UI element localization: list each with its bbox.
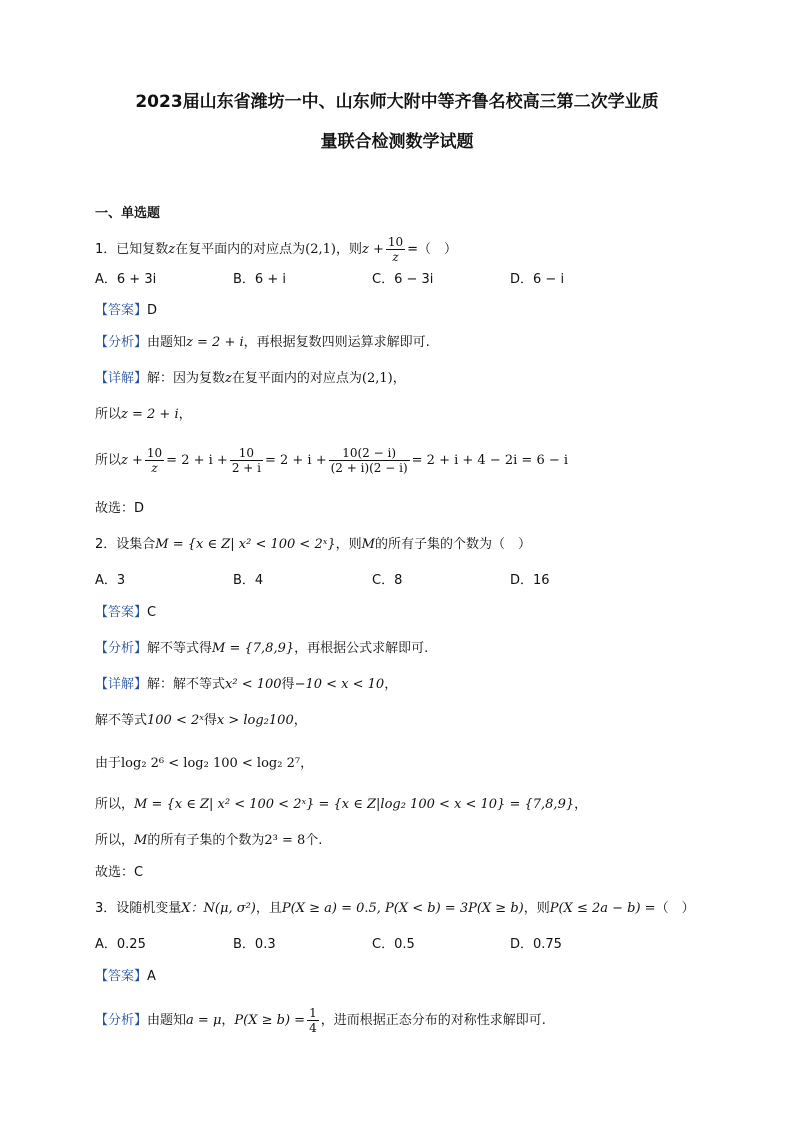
- q2-answer-value: C: [147, 605, 157, 620]
- q1-option-b: B．6 + i: [233, 272, 286, 287]
- q1-calc-pre: z +: [121, 453, 143, 468]
- q1-detail-point: (2,1): [361, 371, 393, 386]
- q2-stem: [95, 536, 734, 554]
- section-heading: 一、单选题: [95, 206, 161, 221]
- q1-detail-a: 解：因为复数: [147, 371, 226, 386]
- q1-analysis-a: 由题知: [147, 335, 187, 350]
- q3-option-d: D．0.75: [510, 937, 562, 952]
- q1-stem: [95, 235, 734, 264]
- q2-option-d: D．16: [510, 573, 550, 588]
- q2-l2-c: ，: [293, 713, 307, 728]
- q3-stem-a: 3．设随机变量: [95, 901, 182, 916]
- q2-l2-b: 得: [203, 713, 217, 728]
- q1-calc-f2-num: 10: [230, 446, 263, 461]
- q3-analysis-math2: P(X ≥ b) =: [234, 1013, 306, 1028]
- q1-calc-mid2: = 2 + i +: [264, 453, 327, 468]
- q2-l3-math: log₂ 2⁶ < log₂ 100 < log₂ 2⁷: [121, 756, 301, 771]
- q1-stem-end: =（ ）: [407, 242, 458, 257]
- q1-detail: [95, 370, 734, 388]
- q3-analysis-b: ，: [221, 1013, 235, 1028]
- q3-answer: [95, 968, 734, 986]
- q3-answer-value: A: [147, 969, 156, 984]
- q2-stem-a: 2．设集合: [95, 537, 156, 552]
- q3-stem-math2: P(X ≥ a) = 0.5, P(X < b) = 3P(X ≥ b): [281, 901, 524, 916]
- q2-choose: 故选：C: [95, 865, 144, 880]
- q2-option-a: A．3: [95, 573, 126, 588]
- q3-analysis-fraction: [307, 1006, 319, 1035]
- q2-l3-b: ，: [300, 756, 314, 771]
- q2-l3-a: 由于: [95, 756, 122, 771]
- q1-stem-point: (2,1): [305, 242, 336, 257]
- q1-choose: 故选：D: [95, 501, 145, 516]
- q2-l5-var: M: [134, 833, 148, 848]
- answer-tag: 【答案】: [95, 303, 148, 318]
- q1-step2-a: 所以: [95, 453, 122, 468]
- q2-stem-var: M: [361, 537, 375, 552]
- q1-calc-f2-den: 2 + i: [231, 461, 261, 475]
- q1-answer-value: D: [147, 303, 158, 318]
- q1-option-a: A．6 + 3i: [95, 272, 157, 287]
- q3-stem-math3: P(X ≤ 2a − b) =: [549, 901, 656, 916]
- q1-stem-c: ，则: [335, 242, 362, 257]
- q2-analysis-math: M = {7,8,9}: [212, 641, 295, 656]
- q2-option-c: C．8: [372, 573, 403, 588]
- q1-frac-num: 10: [387, 235, 404, 249]
- q1-stem-a: 1．已知复数: [95, 242, 169, 257]
- q2-option-b: B．4: [233, 573, 264, 588]
- q2-step5: [95, 832, 734, 850]
- q3-frac-den: 4: [309, 1021, 317, 1035]
- analysis-tag: 【分析】: [95, 641, 148, 656]
- q3-option-a: A．0.25: [95, 937, 146, 952]
- q1-calc-frac3: [329, 446, 410, 475]
- detail-tag: 【详解】: [95, 371, 148, 386]
- q3-stem-c: ，则: [523, 901, 550, 916]
- q2-l4-a: 所以，: [95, 797, 135, 812]
- q2-l5-c: 个.: [305, 833, 323, 848]
- q1-calc-frac1: [145, 446, 164, 475]
- q2-detail-b: 得: [281, 677, 295, 692]
- doc-title-line1: 2023届山东省潍坊一中、山东师大附中等齐鲁名校高三第二次学业质: [135, 92, 659, 112]
- q3-stem: [95, 900, 734, 918]
- q1-stem-expr: z +: [362, 242, 384, 257]
- q1-step1-math: z = 2 + i: [121, 407, 179, 422]
- q1-step1-end: ，: [178, 407, 192, 422]
- q1-step1-a: 所以: [95, 407, 122, 422]
- q2-l5-math: 2³ = 8: [264, 833, 306, 848]
- q2-analysis: [95, 640, 734, 658]
- q1-calc-f1-num: 10: [146, 446, 163, 460]
- q3-frac-num: 1: [309, 1006, 317, 1020]
- q3-stem-math: ：N(μ, σ²): [190, 901, 256, 916]
- q2-l5-b: 的所有子集的个数为: [147, 833, 265, 848]
- q2-analysis-a: 解不等式得: [147, 641, 213, 656]
- q3-stem-end: （ ）: [655, 901, 695, 916]
- q1-step1: [95, 406, 734, 424]
- q1-calc-f1-den: z: [151, 461, 158, 475]
- q1-step2: [95, 446, 734, 475]
- q2-analysis-b: ，再根据公式求解即可.: [294, 641, 429, 656]
- doc-title-line2: 量联合检测数学试题: [320, 132, 474, 152]
- q2-l2-a: 解不等式: [95, 713, 148, 728]
- q1-option-c: C．6 − 3i: [372, 272, 434, 287]
- q1-frac-den: z: [392, 250, 399, 264]
- analysis-tag: 【分析】: [95, 1013, 148, 1028]
- q3-analysis-c: ，进而根据正态分布的对称性求解即可.: [320, 1013, 546, 1028]
- q2-stem-c: 的所有子集的个数为（ ）: [374, 537, 531, 552]
- q2-detail: [95, 676, 734, 694]
- q3-analysis-a: 由题知: [147, 1013, 187, 1028]
- q2-l4-b: ，: [574, 797, 588, 812]
- q2-answer: [95, 604, 734, 622]
- q1-detail-var: z: [225, 371, 232, 386]
- analysis-tag: 【分析】: [95, 335, 148, 350]
- q1-option-d: D．6 − i: [510, 272, 565, 287]
- q1-answer: [95, 302, 734, 320]
- q1-calc-end: = 2 + i + 4 − 2i = 6 − i: [411, 453, 569, 468]
- q1-calc-f3-den: (2 + i)(2 − i): [330, 461, 408, 475]
- answer-tag: 【答案】: [95, 605, 148, 620]
- q1-analysis: [95, 334, 734, 352]
- q2-step2: [95, 712, 734, 730]
- q2-detail-a: 解：解不等式: [147, 677, 226, 692]
- q2-stem-b: ，则: [335, 537, 362, 552]
- q3-option-b: B．0.3: [233, 937, 276, 952]
- q2-detail-math1: x² < 100: [225, 677, 282, 692]
- q3-stem-var: X: [181, 901, 191, 916]
- q2-step3: [95, 755, 734, 773]
- q1-analysis-b: ，再根据复数四则运算求解即可.: [243, 335, 430, 350]
- q3-stem-b: ，且: [255, 901, 282, 916]
- q1-calc-f3-num: 10(2 − i): [329, 446, 410, 461]
- q2-detail-math2: −10 < x < 10: [294, 677, 385, 692]
- q1-detail-c: ，: [392, 371, 406, 386]
- detail-tag: 【详解】: [95, 677, 148, 692]
- q2-l2-math2: x > log₂100: [216, 713, 294, 728]
- q1-calc-mid1: = 2 + i +: [166, 453, 228, 468]
- q2-step4: [95, 796, 734, 814]
- q3-analysis-math1: a = μ: [186, 1013, 222, 1028]
- q3-option-c: C．0.5: [372, 937, 415, 952]
- answer-tag: 【答案】: [95, 969, 148, 984]
- q1-stem-b: 在复平面内的对应点为: [175, 242, 306, 257]
- q2-detail-c: ，: [384, 677, 398, 692]
- q1-analysis-math: z = 2 + i: [186, 335, 244, 350]
- q2-l5-a: 所以，: [95, 833, 135, 848]
- q2-stem-math: M = {x ∈ Z| x² < 100 < 2ˣ}: [155, 537, 336, 552]
- q2-l4-math: M = {x ∈ Z| x² < 100 < 2ˣ} = {x ∈ Z|log₂ 100 < x < 10} = {7,8,9}: [134, 797, 575, 812]
- q2-l2-math1: 100 < 2ˣ: [147, 713, 204, 728]
- q3-analysis: [95, 1006, 734, 1035]
- q1-detail-b: 在复平面内的对应点为: [231, 371, 362, 386]
- q1-stem-fraction: [386, 235, 405, 264]
- q1-stem-var: z: [168, 242, 176, 257]
- q1-calc-frac2: [230, 446, 263, 475]
